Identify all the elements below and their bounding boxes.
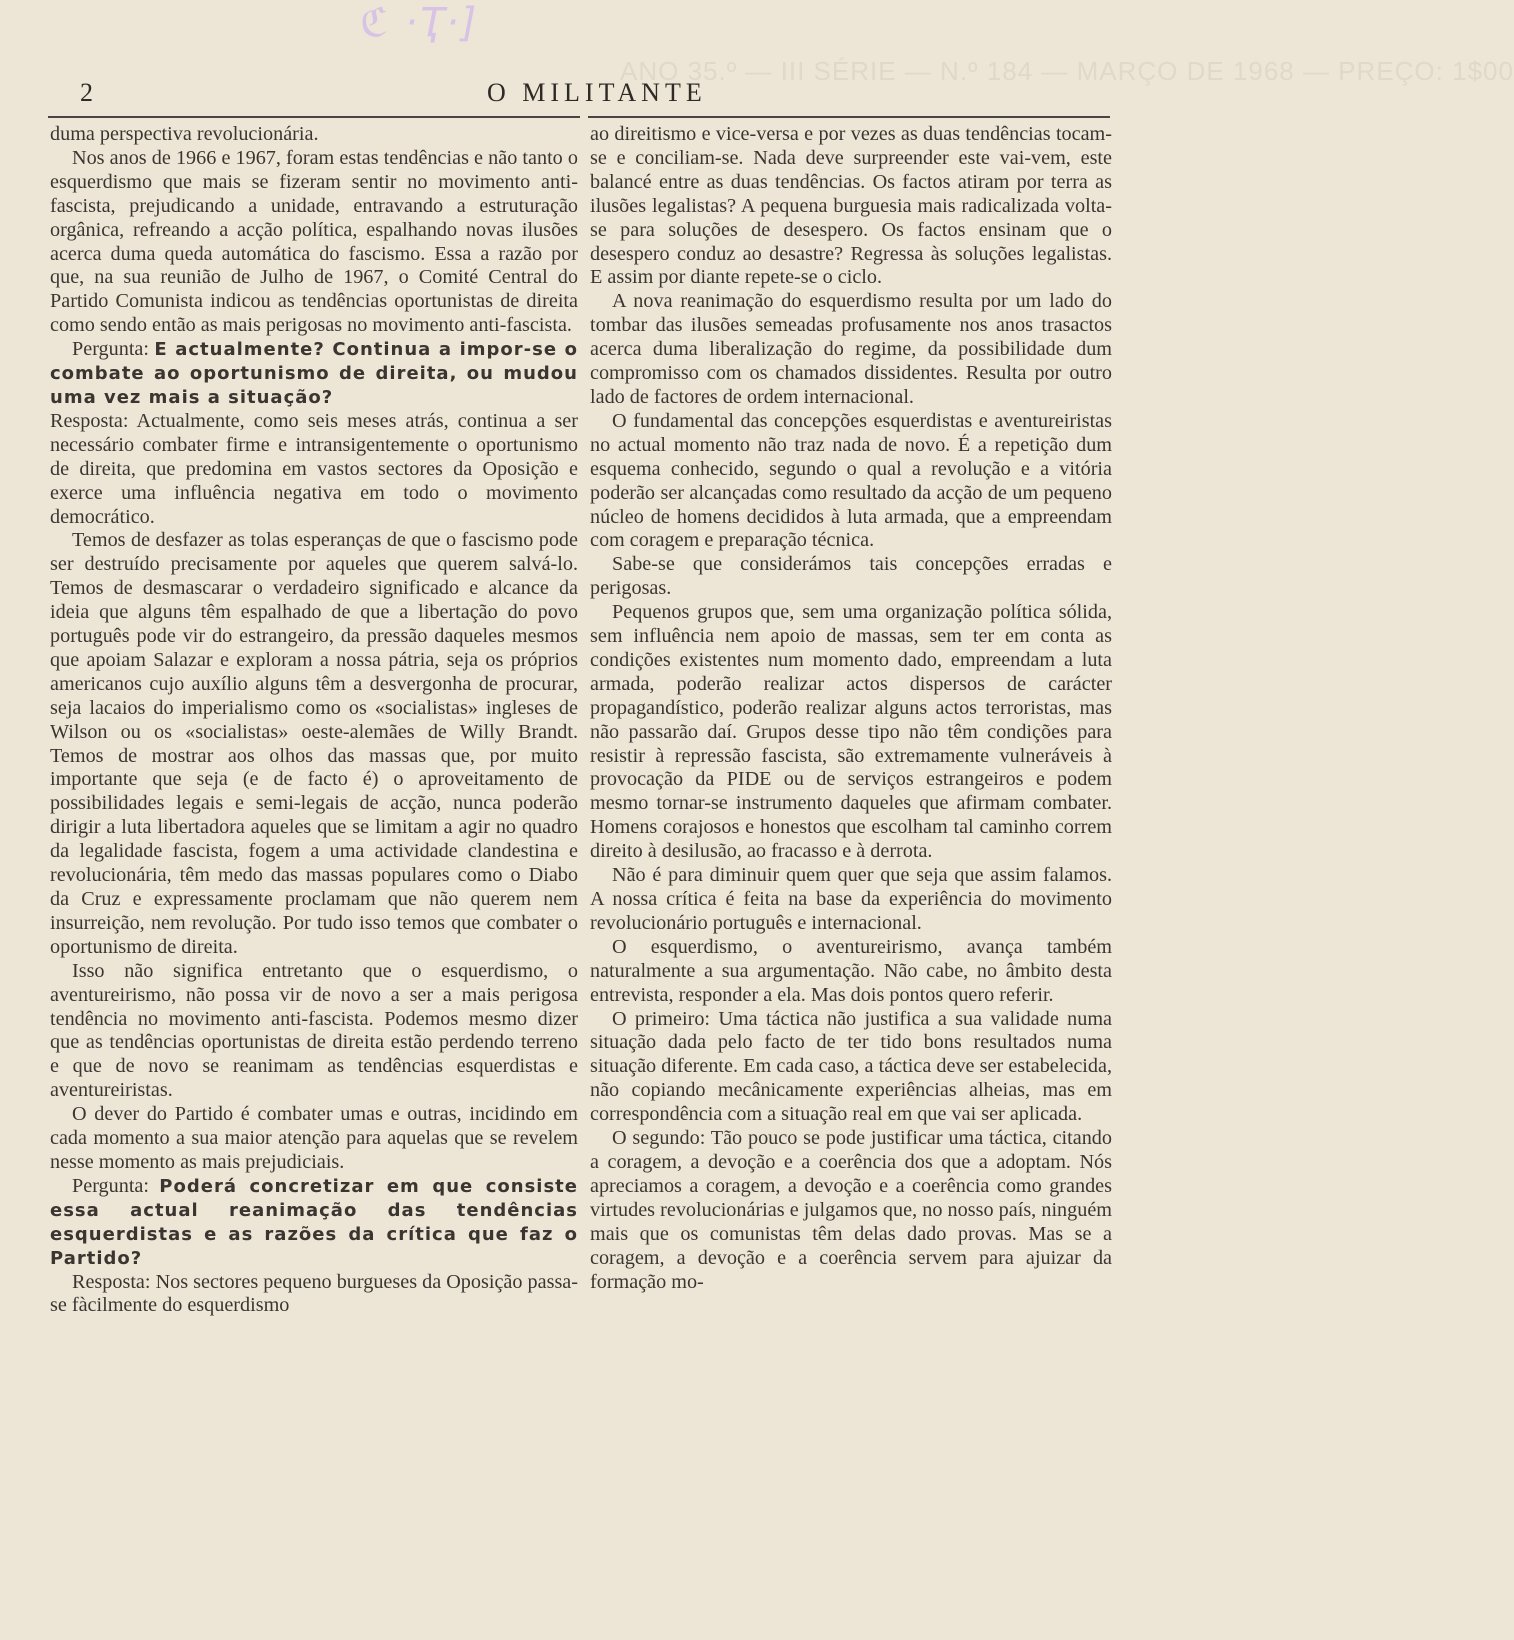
handwritten-annotation: ℭ ·Ҭ·] [360,0,479,46]
question-text: Poderá concretizar em que consiste essa actual reanimação das tendências esquerdistas e as razões da crítica que faz o Partido? [50,1175,578,1269]
paragraph: O fundamental das concepções esquerdistas e aventureiristas no actual momento não traz nada de novo. É a repetição dum esquema conhecido, segundo o qual a revolução e a vitória poderão ser alcançadas como resultado da acção de um pequeno núcleo de homens decididos à luta armada, que a empreendam com coragem e preparação técnica. [590,409,1112,552]
paragraph: Temos de desfazer as tolas esperanças de que o fascismo pode ser destruído precisamente por aqueles que querem salvá-lo. Temos de desmascarar o verdadeiro significado e alcance da ideia que alguns têm espalhado de que a libertação do povo português pode vir do estrangeiro, da pressão daqueles mesmos que apoiam Salazar e exploram a nossa pátria, seja os próprios americanos cujo auxílio alguns têm a desvergonha de procurar, seja lacaios do imperialismo como os «socialistas» ingleses de Wilson ou os «socialistas» oeste-alemães de Willy Brandt. Temos de mostrar aos olhos das massas que, por muito importante que seja (e de facto é) o aproveitamento de possibilidades legais e semi-legais de acção, nunca poderão dirigir a luta libertadora aqueles que se limitam a agir no quadro da legalidade fascista, fogem a uma actividade clandestina e revolucionária, têm medo das massas populares como o Diabo da Cruz e expressamente proclamam que não querem nem insurreição, nem revolução. Por tudo isso temos que combater o oportunismo de direita. [50,529,578,958]
question-label: Pergunta: [72,338,150,361]
paragraph: ao direitismo e vice-versa e por vezes as duas tendências tocam-se e conciliam-se. Nada deve surpreender este vai-vem, este balancé entre as duas tendências. Os factos atiram por terra as ilusões legalistas? A pequena burguesia mais radicalizada volta-se para soluções de desespero. Os factos ensinam que o desespero conduz ao desastre? Regressa às soluções legalistas. E assim por diante repete-se o ciclo. [590,123,1112,289]
left-column [50,123,578,1318]
paragraph: Não é para diminuir quem quer que seja que assim falamos. A nossa crítica é feita na base da experiência do movimento revolucionário português e internacional. [590,864,1112,934]
page-number: 2 [80,78,93,107]
paragraph: O segundo: Tão pouco se pode justificar uma táctica, citando a coragem, a devoção e a coerência dos que a adoptam. Nós apreciamos a coragem, a devoção e a coerência como grandes virtudes revolucionárias e julgamos que, no nosso país, ninguém mais que os comunistas têm delas dado provas. Mas se a coragem, a devoção e a coerência servem para ajuizar da formação mo- [590,1127,1112,1293]
header-rule-right [588,116,1110,118]
paragraph: A nova reanimação do esquerdismo resulta por um lado do tombar das ilusões semeadas profusamente nos anos trasactos acerca duma liberalização do regime, da possibilidade dum compromisso com os chamados dissidentes. Resulta por outro lado de factores de ordem internacional. [590,290,1112,408]
bleed-through-header: ANO 35.º — III SÉRIE — N.º 184 — MARÇO DE 1968 — PREÇO: 1$00 [620,56,1514,86]
paragraph: O dever do Partido é combater umas e outras, incidindo em cada momento a sua maior atenção para aquelas que se revelem nesse momento as mais prejudiciais. [50,1103,578,1173]
question-text: E actualmente? Continua a impor-se o combate ao oportunismo de direita, ou mudou uma vez mais a situação? [50,339,578,408]
paragraph: duma perspectiva revolucionária. [50,123,319,145]
paragraph: Pequenos grupos que, sem uma organização política sólida, sem influência nem apoio de massas, sem ter em conta as condições existentes num momento dado, empreendam a luta armada, poderão realizar actos dispersos de carácter propagandístico, poderão realizar alguns actos terroristas, mas não passarão daí. Grupos desse tipo não têm condições para resistir à repressão fascista, são extremamente vulneráveis à provocação da PIDE ou de serviços estrangeiros e podem mesmo tornar-se instrumento daqueles que afirmam combater. Homens corajosos e honestos que escolham tal caminho correm direito à desilusão, ao fracasso e à derrota. [590,601,1112,863]
running-title: O MILITANTE [487,78,707,107]
answer-paragraph: Resposta: Actualmente, como seis meses atrás, continua a ser necessário combater firme e intransigentemente o oportunismo de direita, que predomina em vastos sectores da Oposição e exerce uma influência negativa em todo o movimento democrático. [50,409,578,528]
paragraph: Isso não significa entretanto que o esquerdismo, o aventureirismo, não possa vir de novo a ser a mais perigosa tendência no movimento anti-fascista. Podemos mesmo dizer que as tendências oportunistas de direita estão perdendo terreno e que de novo se reanimam as tendências esquerdistas e aventureiristas. [50,959,578,1102]
paragraph: Sabe-se que considerámos tais concepções erradas e perigosas. [590,553,1112,600]
paragraph: O esquerdismo, o aventureirismo, avança também naturalmente a sua argumentação. Não cabe, no âmbito desta entrevista, responder a ela. Mas dois pontos quero referir. [590,935,1112,1006]
question-block [50,338,578,410]
paragraph: O primeiro: Uma táctica não justifica a sua validade numa situação dada pelo facto de ter tido bons resultados numa situação diferente. Em cada caso, a táctica deve ser estabelecida, não copiando mecânicamente experiências alheias, mas em correspondência com a situação real em que vai ser aplicada. [590,1007,1112,1126]
right-column [590,123,1112,1294]
question-label: Pergunta: [72,1174,150,1197]
paragraph: Nos anos de 1966 e 1967, foram estas tendências e não tanto o esquerdismo que mais se fizeram sentir no movimento anti-fascista, prejudicando a unidade, entravando a estruturação orgânica, refreando a acção política, espalhando novas ilusões acerca duma queda automática do fascismo. Essa a razão por que, na sua reunião de Julho de 1967, o Comité Central do Partido Comunista indicou as tendências oportunistas de direita como sendo então as mais perigosas no movimento anti-fascista. [50,146,578,337]
answer-paragraph: Resposta: Nos sectores pequeno burgueses da Oposição passa-se fàcilmente do esquerdismo [50,1270,578,1317]
header-rule-left [48,116,580,118]
question-block [50,1175,578,1271]
